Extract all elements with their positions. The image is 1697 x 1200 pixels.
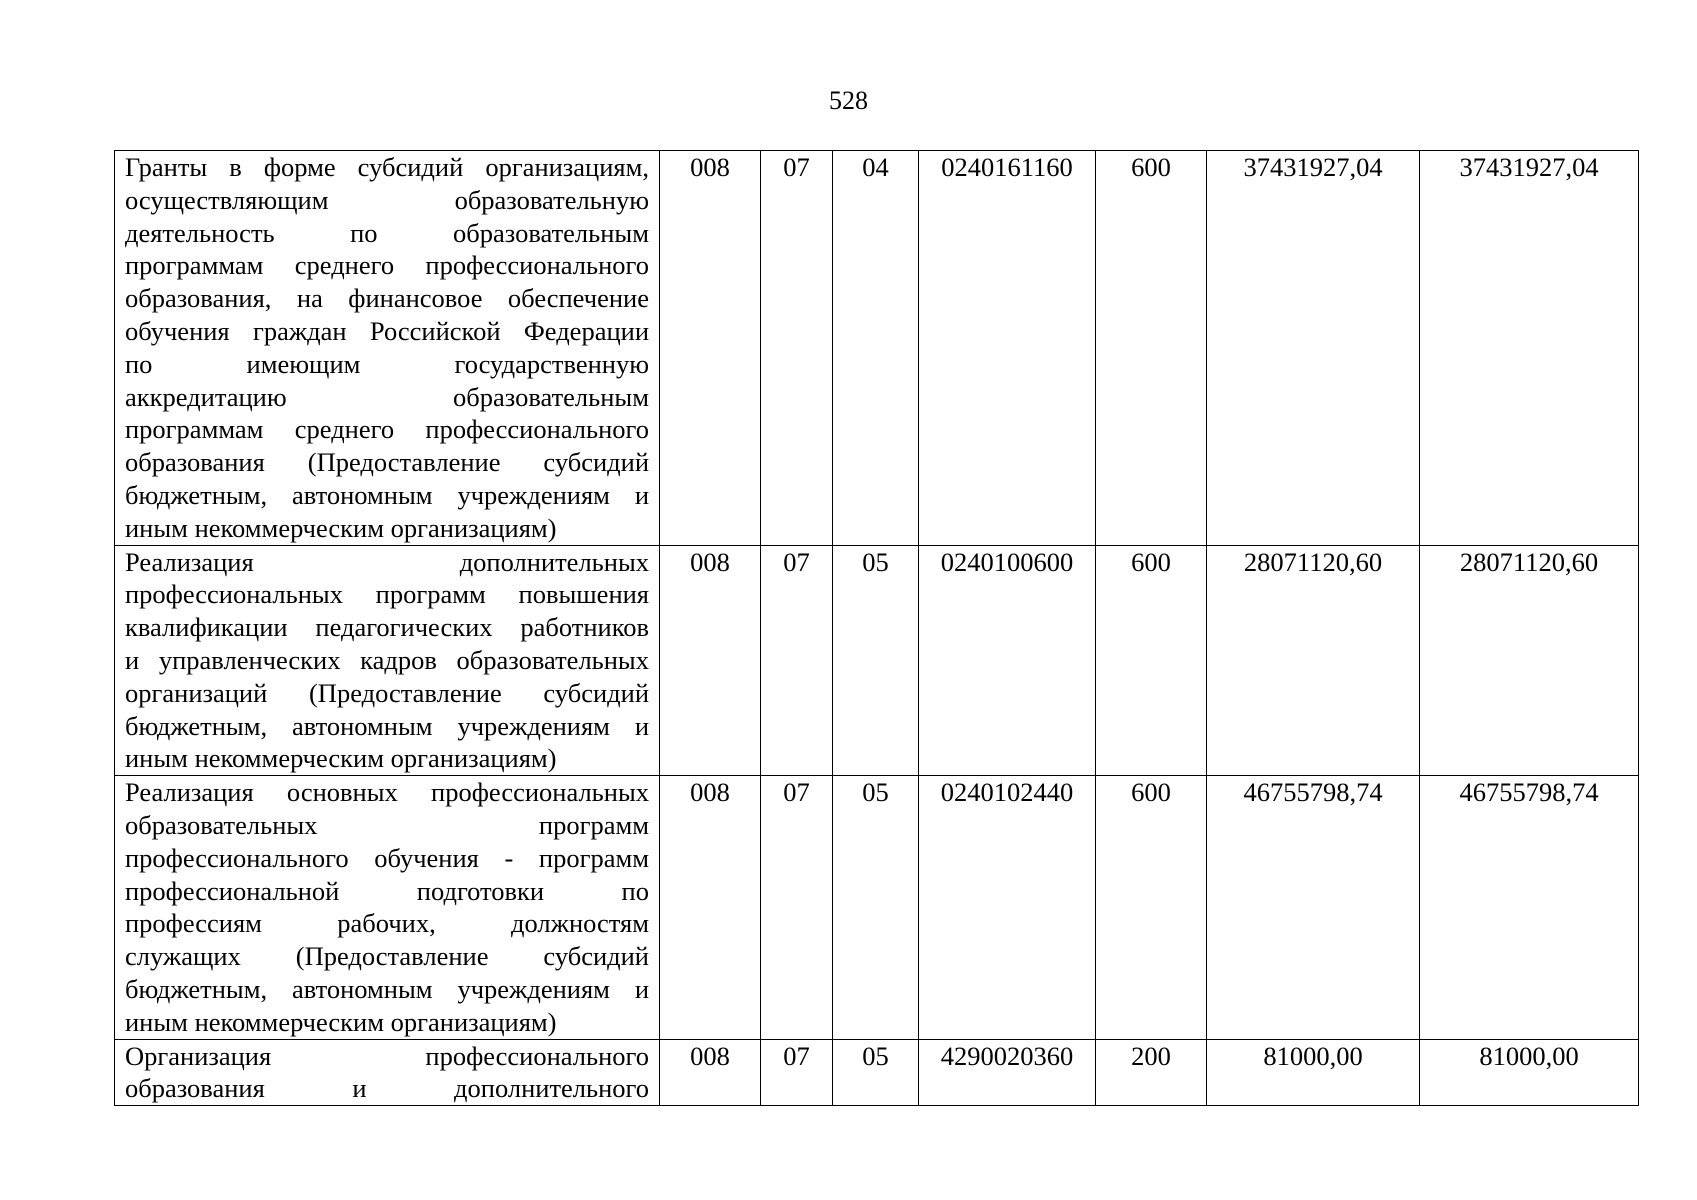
target-article-cell: 4290020360 <box>919 1039 1096 1106</box>
description-line: образования (Предоставление субсидий <box>125 447 649 478</box>
section-code-cell: 07 <box>761 545 833 776</box>
section-code-cell: 07 <box>761 1039 833 1106</box>
description-line: аккредитацию образовательным <box>125 381 649 412</box>
description-line: бюджетным, автономным учреждениям и <box>125 710 649 741</box>
description-cell <box>115 545 660 776</box>
description-line: профессиям рабочих, должностям <box>125 908 649 939</box>
target-article-cell: 0240102440 <box>919 776 1096 1039</box>
table-row <box>115 1039 1639 1106</box>
ministry-code-cell: 008 <box>660 1039 761 1106</box>
amount-cell: 81000,00 <box>1207 1039 1420 1106</box>
description-line: Реализация дополнительных <box>125 546 649 577</box>
section-code-cell: 07 <box>761 151 833 546</box>
description-cell <box>115 776 660 1039</box>
description-line: образования, на финансовое обеспечение <box>125 283 649 314</box>
target-article-cell: 0240100600 <box>919 545 1096 776</box>
amount-cell: 37431927,04 <box>1207 151 1420 546</box>
description-line: иным некоммерческим организациям) <box>125 512 557 543</box>
description-line: иным некоммерческим организациям) <box>125 1006 557 1037</box>
ministry-code-cell: 008 <box>660 776 761 1039</box>
description-line: образования и дополнительного <box>125 1073 649 1104</box>
description-line: профессиональной подготовки по <box>125 875 649 906</box>
description-line: Реализация основных профессиональных <box>125 777 649 808</box>
description-line: программам среднего профессионального <box>125 414 649 445</box>
expense-type-cell: 600 <box>1096 151 1207 546</box>
budget-table <box>114 150 1639 1106</box>
description-line: бюджетным, автономным учреждениям и <box>125 479 649 510</box>
page-number: 528 <box>829 86 868 115</box>
expense-type-cell: 600 <box>1096 545 1207 776</box>
target-article-cell: 0240161160 <box>919 151 1096 546</box>
description-cell <box>115 151 660 546</box>
description-line: бюджетным, автономным учреждениям и <box>125 973 649 1004</box>
amount-cell: 28071120,60 <box>1420 545 1639 776</box>
expense-type-cell: 200 <box>1096 1039 1207 1106</box>
amount-cell: 81000,00 <box>1420 1039 1639 1106</box>
table-row <box>115 776 1639 1039</box>
description-line: Гранты в форме субсидий организациям, <box>125 152 649 182</box>
description-line: Организация профессионального <box>125 1040 649 1071</box>
description-line: деятельность по образовательным <box>125 217 649 248</box>
ministry-code-cell: 008 <box>660 151 761 546</box>
description-line: обучения граждан Российской Федерации <box>125 315 649 346</box>
ministry-code-cell: 008 <box>660 545 761 776</box>
description-line: квалификации педагогических работников <box>125 612 649 643</box>
description-line: служащих (Предоставление субсидий <box>125 941 649 972</box>
description-line: организаций (Предоставление субсидий <box>125 677 649 708</box>
table-row <box>115 545 1639 776</box>
expense-type-cell: 600 <box>1096 776 1207 1039</box>
description-line: и управленческих кадров образовательных <box>125 644 649 675</box>
amount-cell: 28071120,60 <box>1207 545 1420 776</box>
subsection-code-cell: 05 <box>833 776 919 1039</box>
description-line: образовательных программ <box>125 809 649 840</box>
description-line: профессиональных программ повышения <box>125 579 649 610</box>
description-line: иным некоммерческим организациям) <box>125 743 557 774</box>
description-line: программам среднего профессионального <box>125 250 649 281</box>
subsection-code-cell: 05 <box>833 545 919 776</box>
amount-cell: 46755798,74 <box>1207 776 1420 1039</box>
section-code-cell: 07 <box>761 776 833 1039</box>
amount-cell: 46755798,74 <box>1420 776 1639 1039</box>
description-cell <box>115 1039 660 1106</box>
subsection-code-cell: 05 <box>833 1039 919 1106</box>
table-row <box>115 151 1639 546</box>
description-line: профессионального обучения - программ <box>125 842 649 873</box>
description-line: осуществляющим образовательную <box>125 184 649 215</box>
subsection-code-cell: 04 <box>833 151 919 546</box>
amount-cell: 37431927,04 <box>1420 151 1639 546</box>
description-line: по имеющим государственную <box>125 348 649 379</box>
